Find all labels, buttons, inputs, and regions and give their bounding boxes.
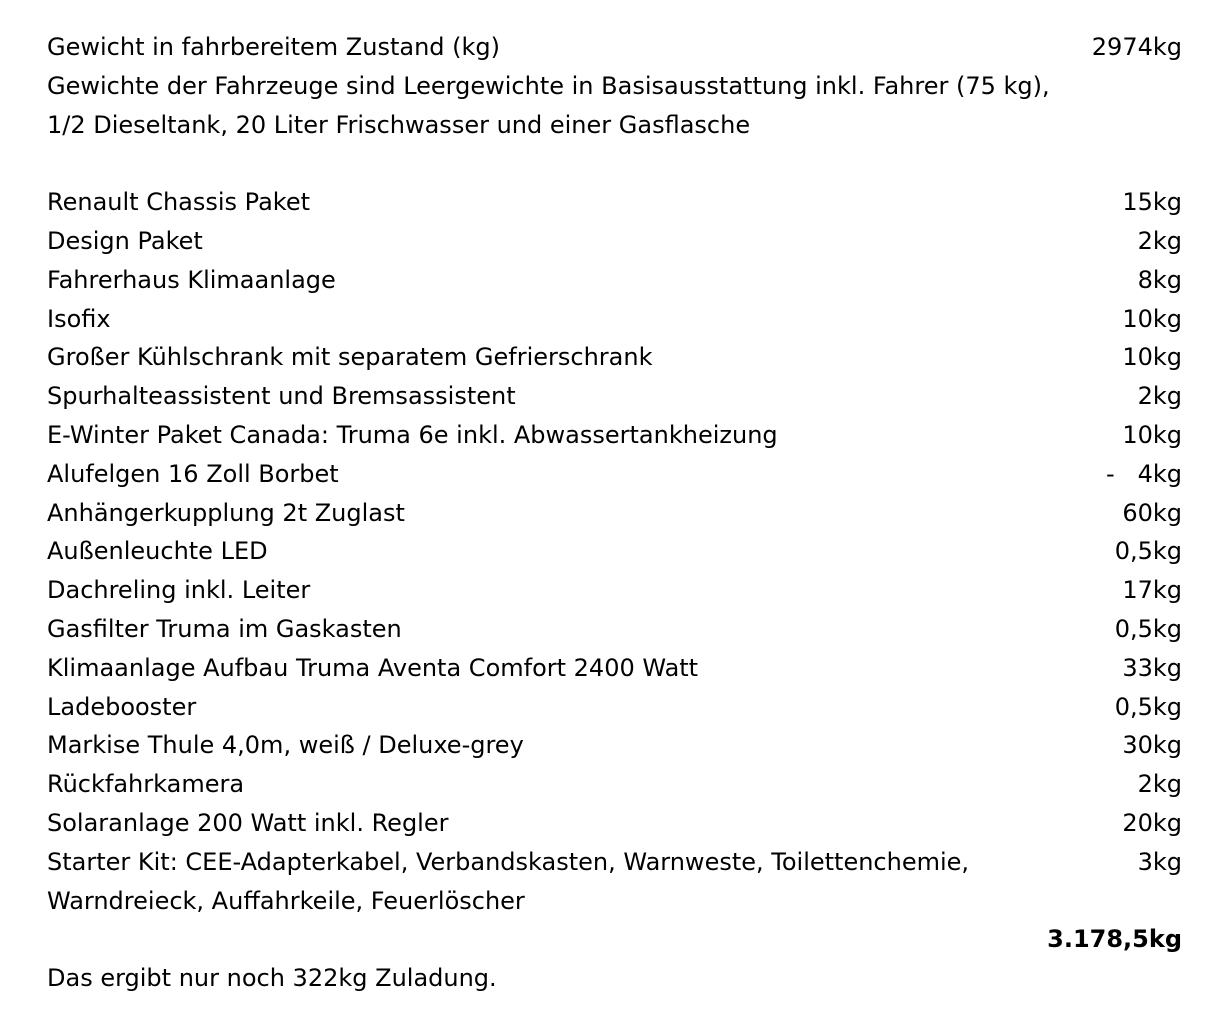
option-label: Fahrerhaus Klimaanlage xyxy=(47,265,336,294)
option-weight: 2kg xyxy=(1137,382,1182,411)
option-label: Spurhalteassistent und Bremsassistent xyxy=(47,382,516,411)
option-row xyxy=(47,571,1182,610)
option-label: E-Winter Paket Canada: Truma 6e inkl. Abwassertankheizung xyxy=(47,420,778,449)
option-row xyxy=(47,338,1182,377)
option-weight: 2kg xyxy=(1137,770,1182,799)
option-row xyxy=(47,183,1182,222)
option-label: Isofix xyxy=(47,304,111,333)
option-row xyxy=(47,494,1182,533)
starter-kit-row-continued xyxy=(47,882,1182,921)
option-weight: 8kg xyxy=(1137,265,1182,294)
option-label: Dachreling inkl. Leiter xyxy=(47,576,311,605)
option-weight: 20kg xyxy=(1122,808,1182,837)
weight-note-line-2 xyxy=(47,106,1182,145)
starter-kit-label-1: Starter Kit: CEE-Adapterkabel, Verbandskasten, Warnweste, Toilettenchemie, xyxy=(47,847,970,876)
summary-row xyxy=(47,959,1182,998)
option-label: Großer Kühlschrank mit separatem Gefrierschrank xyxy=(47,343,653,372)
total-row xyxy=(47,920,1182,959)
option-label: Design Paket xyxy=(47,226,203,255)
option-label: Außenleuchte LED xyxy=(47,537,268,566)
option-label: Gasfilter Truma im Gaskasten xyxy=(47,614,402,643)
option-weight: - 4kg xyxy=(1106,459,1182,488)
option-weight: 33kg xyxy=(1122,653,1182,682)
spacer xyxy=(47,144,1182,183)
option-weight: 0,5kg xyxy=(1114,614,1182,643)
option-weight: 60kg xyxy=(1122,498,1182,527)
option-row xyxy=(47,688,1182,727)
option-row xyxy=(47,455,1182,494)
option-weight: 30kg xyxy=(1122,731,1182,760)
weight-header-row xyxy=(47,28,1182,67)
option-weight: 15kg xyxy=(1122,188,1182,217)
option-row xyxy=(47,300,1182,339)
option-weight: 0,5kg xyxy=(1114,692,1182,721)
option-label: Rückfahrkamera xyxy=(47,770,245,799)
weight-value: 2974kg xyxy=(1091,33,1182,61)
option-row xyxy=(47,416,1182,455)
option-label: Markise Thule 4,0m, weiß / Deluxe-grey xyxy=(47,731,524,760)
option-weight: 10kg xyxy=(1122,343,1182,372)
option-row xyxy=(47,532,1182,571)
starter-kit-value: 3kg xyxy=(1137,847,1182,876)
option-row xyxy=(47,610,1182,649)
option-row xyxy=(47,726,1182,765)
option-weight: 10kg xyxy=(1122,420,1182,449)
option-row xyxy=(47,377,1182,416)
option-row xyxy=(47,765,1182,804)
option-weight: 2kg xyxy=(1137,226,1182,255)
weight-note-line-1 xyxy=(47,67,1182,106)
starter-kit-label-2: Warndreieck, Auffahrkeile, Feuerlöscher xyxy=(47,886,525,915)
option-row xyxy=(47,804,1182,843)
option-label: Ladebooster xyxy=(47,692,197,721)
option-weight: 0,5kg xyxy=(1114,537,1182,566)
weight-label: Gewicht in fahrbereitem Zustand (kg) xyxy=(47,33,501,61)
option-label: Anhängerkupplung 2t Zuglast xyxy=(47,498,405,527)
summary-text: Das ergibt nur noch 322kg Zuladung. xyxy=(47,964,497,993)
option-label: Klimaanlage Aufbau Truma Aventa Comfort 2400 Watt xyxy=(47,653,699,682)
starter-kit-row xyxy=(47,843,1182,882)
option-label: Solaranlage 200 Watt inkl. Regler xyxy=(47,808,449,837)
option-weight: 17kg xyxy=(1122,576,1182,605)
option-weight: 10kg xyxy=(1122,304,1182,333)
weight-note-text-2: 1/2 Dieseltank, 20 Liter Frischwasser und einer Gasflasche xyxy=(47,110,751,139)
option-label: Renault Chassis Paket xyxy=(47,188,311,217)
option-row xyxy=(47,649,1182,688)
weight-note-text-1: Gewichte der Fahrzeuge sind Leergewichte in Basisausstattung inkl. Fahrer (75 kg), xyxy=(47,71,1050,100)
weight-document xyxy=(47,28,1182,998)
total-value: 3.178,5kg xyxy=(1047,925,1182,954)
option-row xyxy=(47,222,1182,261)
option-list xyxy=(47,183,1182,843)
option-label: Alufelgen 16 Zoll Borbet xyxy=(47,459,339,488)
option-row xyxy=(47,261,1182,300)
